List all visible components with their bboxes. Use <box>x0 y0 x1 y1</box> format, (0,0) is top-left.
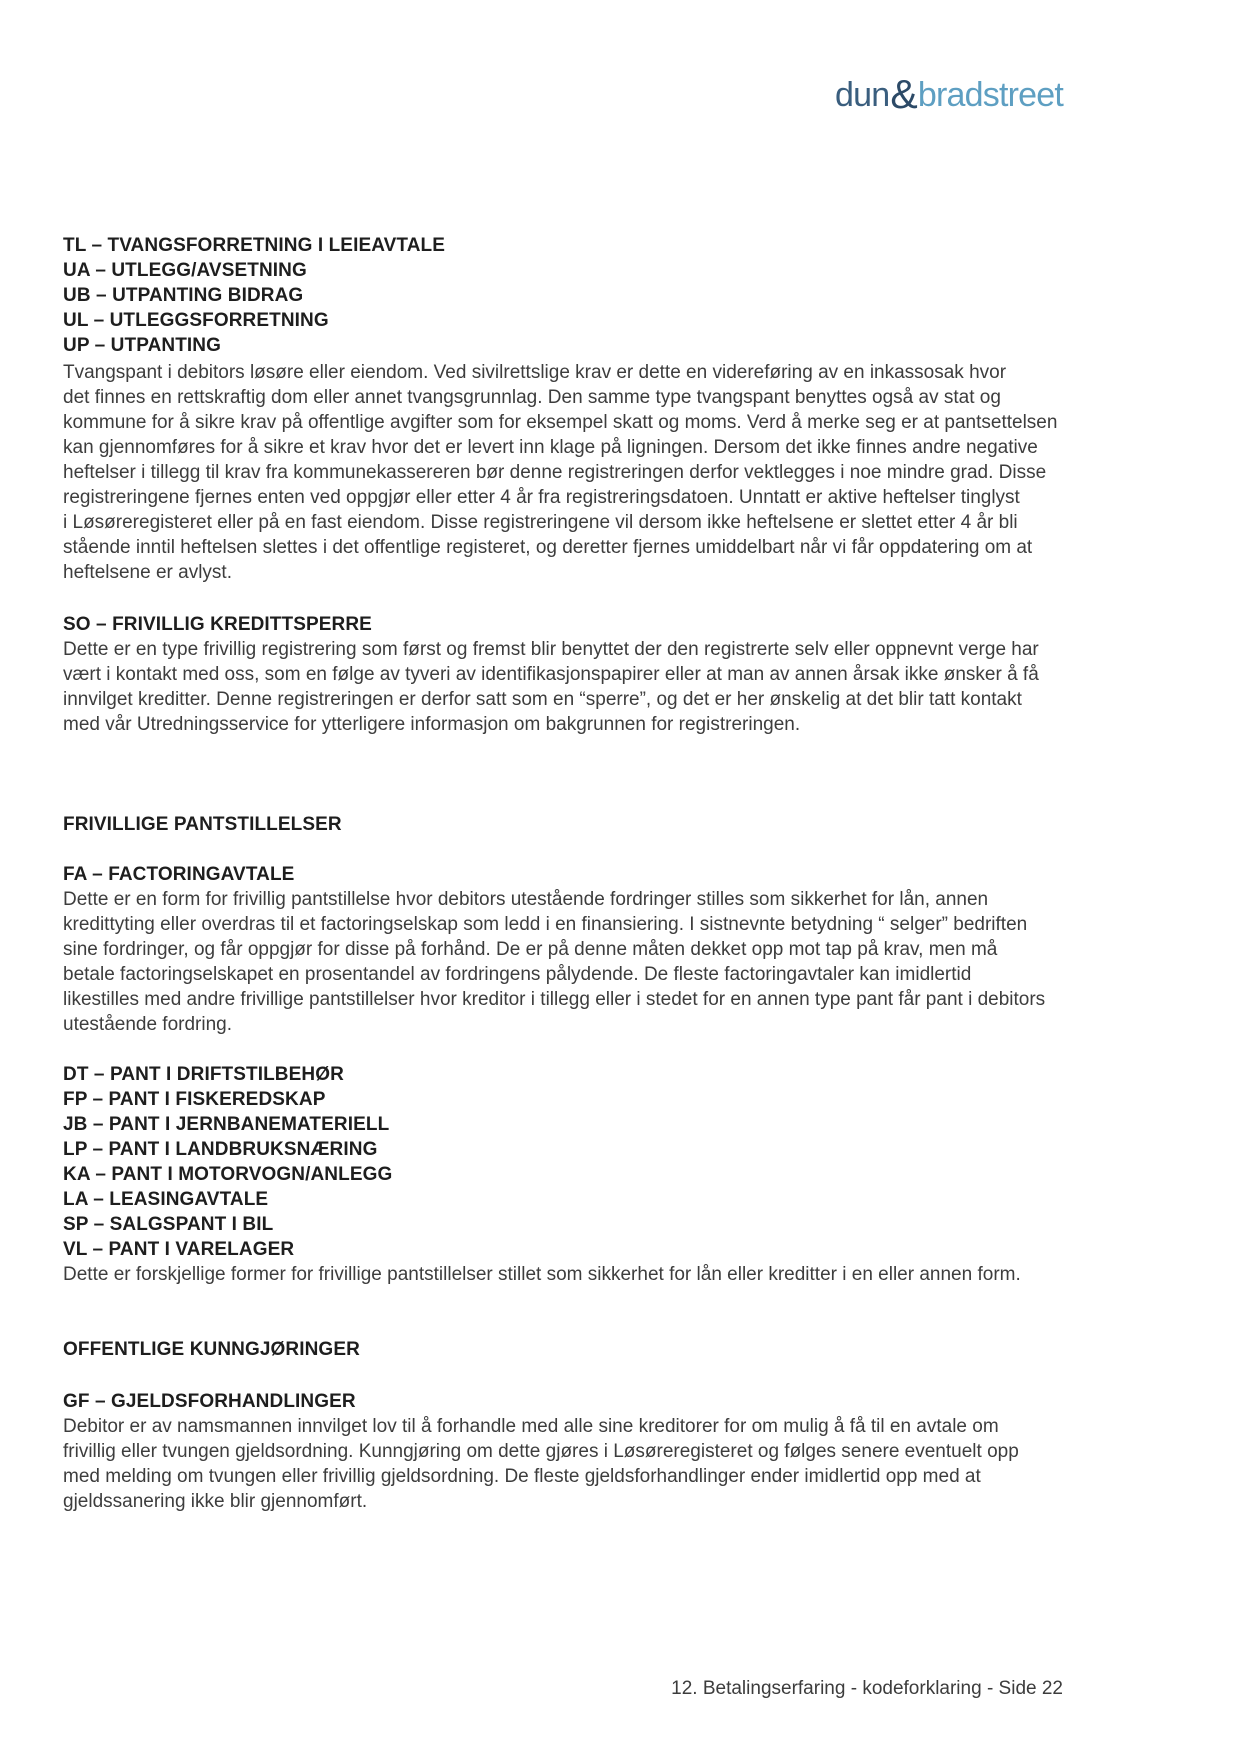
paragraph-line: kan gjennomføres for å sikre et krav hvor det er levert inn klage på ligningen. Dersom det ikke finnes andre negative <box>63 437 1038 458</box>
paragraph-line: stående inntil heftelsen slettes i det offentlige registeret, og deretter fjernes umiddelbart når vi får oppdatering om at <box>63 537 1033 558</box>
paragraph-line: vært i kontakt med oss, som en følge av tyveri av identifikasjonspapirer eller at man av annen årsak ikke ønsker å få <box>63 664 1039 685</box>
paragraph-line: kredittyting eller overdras til et factoringselskap som ledd i en finansiering. I sistnevnte betydning “ selger” bedriften <box>63 914 1028 935</box>
code-list-pant <box>63 1062 1073 1262</box>
code-item: UP – UTPANTING <box>63 335 221 356</box>
paragraph-line: sine fordringer, og får oppgjør for disse på forhånd. De er på denne måten dekket opp mot tap på krav, men må <box>63 939 998 960</box>
paragraph-tvangspant <box>63 360 1073 585</box>
paragraph-line: heftelser i tillegg til krav fra kommunekassereren bør denne registreringen derfor vektlegges i noe mindre grad. Disse <box>63 462 1047 483</box>
logo-ampersand-icon: & <box>890 71 917 117</box>
page-footer: 12. Betalingserfaring - kodeforklaring - Side 22 <box>671 1678 1063 1699</box>
code-item: UA – UTLEGG/AVSETNING <box>63 260 307 281</box>
code-item: KA – PANT I MOTORVOGN/ANLEGG <box>63 1164 393 1185</box>
paragraph-line: med vår Utredningsservice for ytterligere informasjon om bakgrunnen for registreringen. <box>63 714 801 735</box>
section-heading-frivillige-pantstillelser: FRIVILLIGE PANTSTILLELSER <box>63 814 342 835</box>
section-heading-offentlige-kunngjoringer: OFFENTLIGE KUNNGJØRINGER <box>63 1339 360 1360</box>
paragraph-line: utestående fordring. <box>63 1014 233 1035</box>
paragraph-line: med melding om tvungen eller frivillig gjeldsordning. De fleste gjeldsforhandlinger ender imidlertid opp med at <box>63 1466 981 1487</box>
code-item: LA – LEASINGAVTALE <box>63 1189 269 1210</box>
code-item: UB – UTPANTING BIDRAG <box>63 285 304 306</box>
code-item: LP – PANT I LANDBRUKSNÆRING <box>63 1139 378 1160</box>
paragraph-line: innvilget kreditter. Denne registreringen er derfor satt som en “sperre”, og det er her ønskelig at det blir tatt kontakt <box>63 689 1022 710</box>
paragraph-line: det finnes en rettskraftig dom eller annet tvangsgrunnlag. Den samme type tvangspant benyttes også av stat og <box>63 387 1001 408</box>
paragraph-line: Dette er en type frivillig registrering som først og fremst blir benyttet der den registrerte selv eller oppnevnt verge har <box>63 639 1039 660</box>
code-heading-fa: FA – FACTORINGAVTALE <box>63 864 295 885</box>
paragraph-line: frivillig eller tvungen gjeldsordning. Kunngjøring om dette gjøres i Løsøreregisteret og følges senere eventuelt opp <box>63 1441 1019 1462</box>
code-heading-so: SO – FRIVILLIG KREDITTSPERRE <box>63 614 372 635</box>
paragraph-line: Tvangspant i debitors løsøre eller eiendom. Ved sivilrettslige krav er dette en videreføring av en inkassosak hvor <box>63 362 1007 383</box>
paragraph-kredittsperre <box>63 637 1073 737</box>
paragraph-line: registreringene fjernes enten ved oppgjør eller etter 4 år fra registreringsdatoen. Unntatt er aktive heftelser tinglyst <box>63 487 1020 508</box>
code-item: DT – PANT I DRIFTSTILBEHØR <box>63 1064 344 1085</box>
paragraph-gjeldsforhandlinger <box>63 1414 1073 1514</box>
paragraph-line: heftelsene er avlyst. <box>63 562 232 583</box>
paragraph-line: gjeldssanering ikke blir gjennomført. <box>63 1491 368 1512</box>
paragraph-line: Dette er en form for frivillig pantstillelse hvor debitors utestående fordringer stilles som sikkerhet for lån, annen <box>63 889 989 910</box>
document-body <box>63 233 1073 1514</box>
paragraph-line: betale factoringselskapet en prosentandel av fordringens pålydende. De fleste factoringavtaler kan imidlertid <box>63 964 972 985</box>
paragraph-line: Dette er forskjellige former for frivillige pantstillelser stillet som sikkerhet for lån eller kreditter i en eller annen form. <box>63 1264 1021 1285</box>
code-item: JB – PANT I JERNBANEMATERIELL <box>63 1114 390 1135</box>
code-item: FP – PANT I FISKEREDSKAP <box>63 1089 326 1110</box>
paragraph-line: i Løsøreregisteret eller på en fast eiendom. Disse registreringene vil dersom ikke heftelsene er slettet etter 4 år bli <box>63 512 1018 533</box>
code-heading-gf: GF – GJELDSFORHANDLINGER <box>63 1391 356 1412</box>
paragraph-line: kommune for å sikre krav på offentlige avgifter som for eksempel skatt og moms. Verd å merke seg er at pantsettelsen <box>63 412 1058 433</box>
paragraph-factoringavtale <box>63 887 1073 1037</box>
logo-bradstreet-text: bradstreet <box>917 76 1063 114</box>
dun-bradstreet-logo <box>835 72 1063 117</box>
code-item: SP – SALGSPANT I BIL <box>63 1214 274 1235</box>
paragraph-line: likestilles med andre frivillige pantstillelser hvor kreditor i tillegg eller i stedet for en annen type pant får pant i debitors <box>63 989 1046 1010</box>
code-item: VL – PANT I VARELAGER <box>63 1239 295 1260</box>
code-item: UL – UTLEGGSFORRETNING <box>63 310 329 331</box>
logo-dun-text: dun <box>835 76 890 114</box>
paragraph-line: Debitor er av namsmannen innvilget lov til å forhandle med alle sine kreditorer for om mulig å få til en avtale om <box>63 1416 999 1437</box>
paragraph-pantstillelser <box>63 1262 1073 1287</box>
code-list-tvangsforretninger <box>63 233 1073 358</box>
code-item: TL – TVANGSFORRETNING I LEIEAVTALE <box>63 235 446 256</box>
